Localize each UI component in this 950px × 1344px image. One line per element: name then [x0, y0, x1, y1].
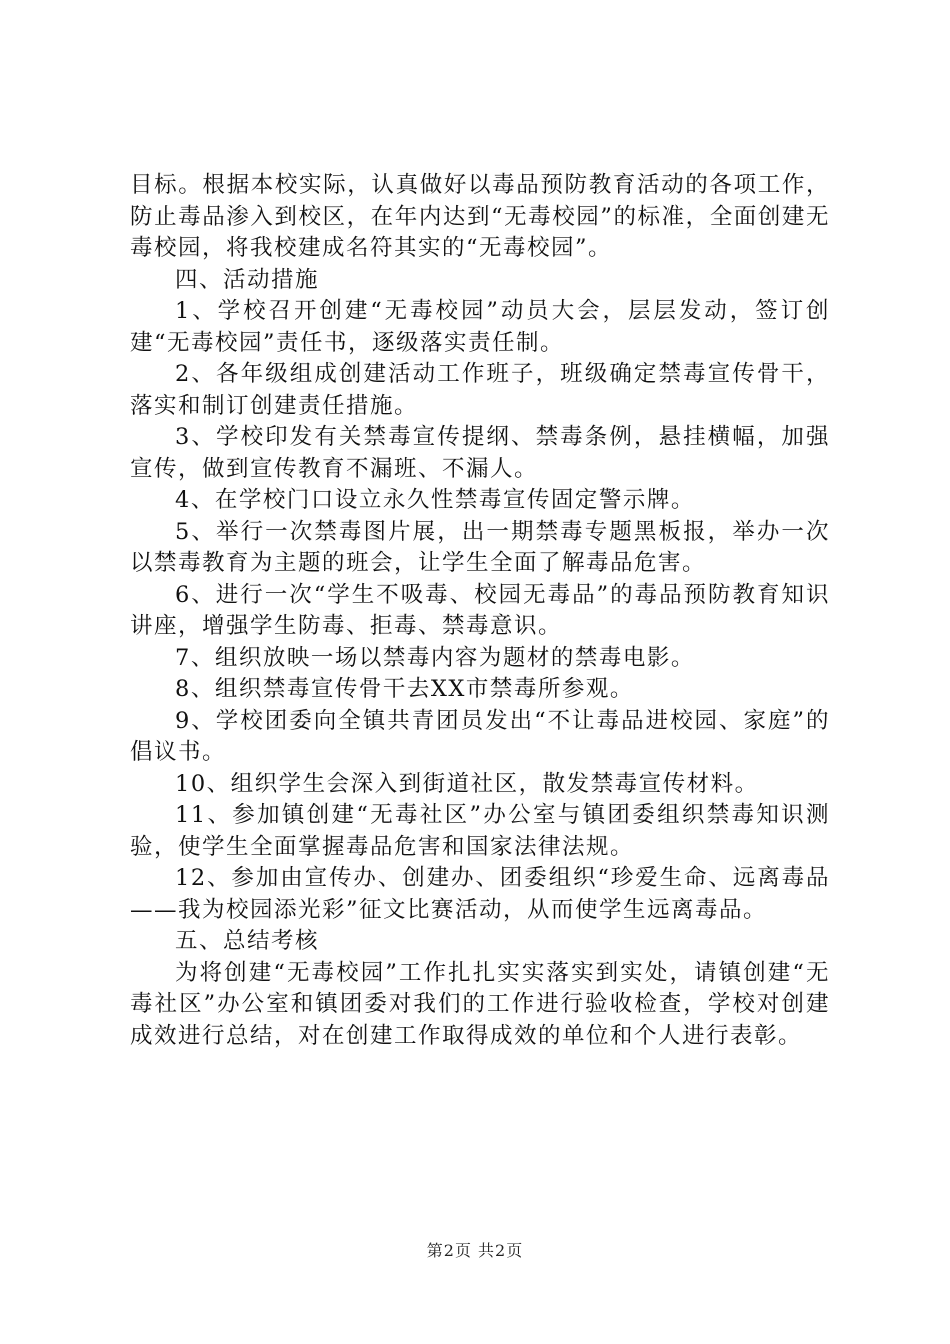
- list-item: 11、参加镇创建“无毒社区”办公室与镇团委组织禁毒知识测验，使学生全面掌握毒品危害和国家法律法规。: [130, 802, 830, 860]
- list-item: 4、在学校门口设立永久性禁毒宣传固定警示牌。: [175, 487, 695, 513]
- list-item: 12、参加由宣传办、创建办、团委组织“珍爱生命、远离毒品——我为校园添光彩”征文比赛活动，从而使学生远离毒品。: [130, 865, 830, 923]
- list-item: 6、进行一次“学生不吸毒、校园无毒品”的毒品预防教育知识讲座，增强学生防毒、拒毒、禁毒意识。: [130, 581, 830, 639]
- section-heading-summary: 五、总结考核: [175, 928, 320, 954]
- list-item: 1、学校召开创建“无毒校园”动员大会，层层发动，签订创建“无毒校园”责任书，逐级落实责任制。: [130, 298, 830, 356]
- paragraph-intro: 目标。根据本校实际，认真做好以毒品预防教育活动的各项工作，防止毒品渗入到校区，在年内达到“无毒校园”的标准，全面创建无毒校园，将我校建成名符其实的“无毒校园”。: [130, 172, 830, 261]
- list-item: 9、学校团委向全镇共青团员发出“不让毒品进校园、家庭”的倡议书。: [130, 707, 830, 765]
- paragraph-summary: 为将创建“无毒校园”工作扎扎实实落实到实处，请镇创建“无毒社区”办公室和镇团委对我们的工作进行验收检查，学校对创建成效进行总结，对在创建工作取得成效的单位和个人进行表彰。: [130, 959, 830, 1049]
- list-item: 8、组织禁毒宣传骨干去XX市禁毒所参观。: [175, 676, 634, 702]
- list-item: 5、举行一次禁毒图片展，出一期禁毒专题黑板报，举办一次以禁毒教育为主题的班会，让学生全面了解毒品危害。: [130, 518, 830, 576]
- page-footer: 第2页 共2页: [426, 1241, 524, 1260]
- section-heading-measures: 四、活动措施: [175, 266, 320, 293]
- list-item: 7、组织放映一场以禁毒内容为题材的禁毒电影。: [175, 644, 695, 671]
- list-item: 3、学校印发有关禁毒宣传提纲、禁毒条例，悬挂横幅，加强宣传，做到宣传教育不漏班、不漏人。: [130, 424, 830, 482]
- list-item: 10、组织学生会深入到街道社区，散发禁毒宣传材料。: [175, 770, 759, 797]
- document-body: [130, 170, 830, 1052]
- list-item: 2、各年级组成创建活动工作班子，班级确定禁毒宣传骨干，落实和制订创建责任措施。: [130, 361, 830, 419]
